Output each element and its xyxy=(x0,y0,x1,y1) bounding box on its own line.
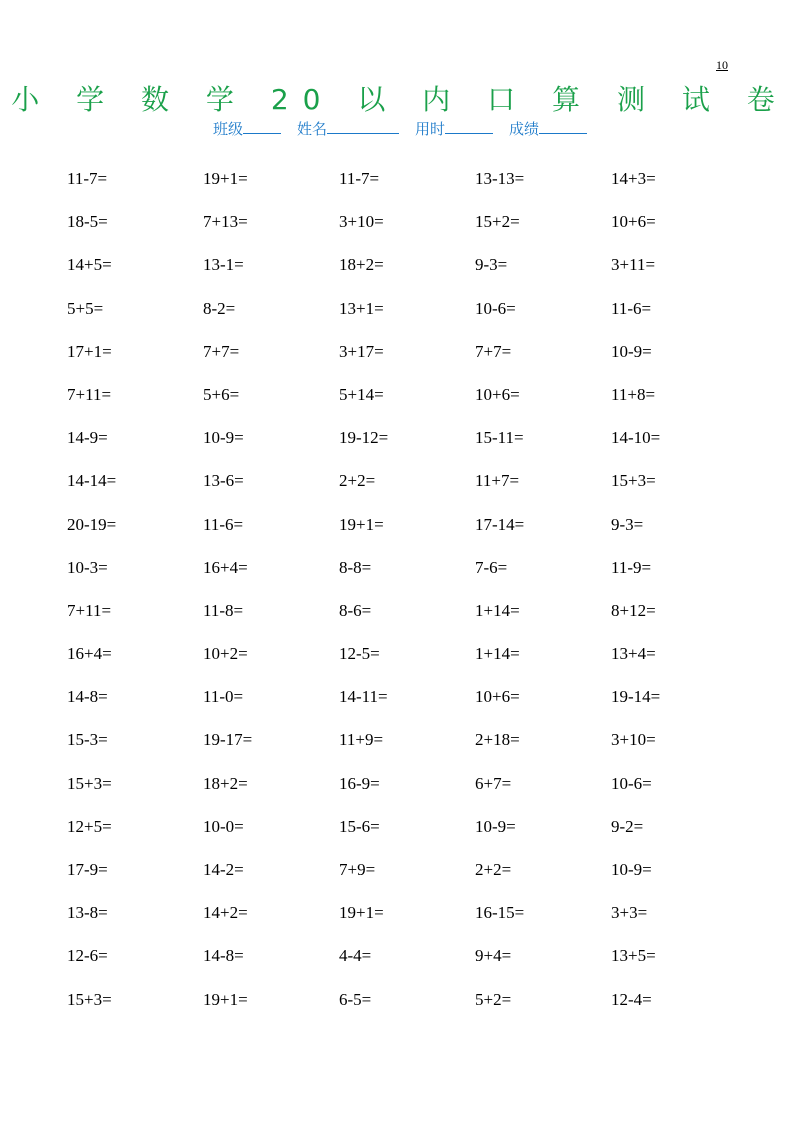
info-field-blank[interactable] xyxy=(539,119,587,134)
problem-item: 11-7= xyxy=(67,169,108,188)
problem-item: 10-6= xyxy=(475,298,516,318)
problem-item: 11-6= xyxy=(203,514,244,534)
problem-item: 19+1= xyxy=(203,989,248,1009)
problem-item: 4-4= xyxy=(339,946,372,966)
problem-item: 17-9= xyxy=(67,860,108,879)
problem-item: 14-10= xyxy=(611,428,661,448)
problem-item: 7+9= xyxy=(339,860,376,879)
problem-item: 15-11= xyxy=(475,428,524,448)
problem-item: 9-2= xyxy=(611,816,644,836)
problem-item: 3+11= xyxy=(611,255,656,275)
problem-item: 16+4= xyxy=(203,557,248,577)
problem-item: 13+4= xyxy=(611,644,656,664)
problem-item: 7+7= xyxy=(203,341,240,361)
problem-item: 10-6= xyxy=(611,773,652,793)
problem-item: 11+8= xyxy=(611,384,656,404)
problem-item: 8+12= xyxy=(611,600,656,620)
info-field-label: 用时 xyxy=(415,120,446,138)
problem-item: 19+1= xyxy=(203,169,248,188)
problem-item: 18-5= xyxy=(67,212,108,232)
info-field-label: 班级 xyxy=(212,120,243,138)
problem-item: 14+2= xyxy=(203,903,248,923)
problem-item: 10+2= xyxy=(203,644,248,664)
problem-item: 2+2= xyxy=(339,471,376,491)
problem-item: 7-6= xyxy=(475,557,508,577)
problem-item: 10+6= xyxy=(475,687,520,707)
problem-item: 14-11= xyxy=(339,687,388,707)
problem-item: 16+4= xyxy=(67,644,112,664)
problem-item: 19-17= xyxy=(203,730,253,750)
problem-item: 11+7= xyxy=(475,471,520,491)
problem-item: 1+14= xyxy=(475,600,520,620)
problem-item: 11-6= xyxy=(611,298,652,318)
class-field xyxy=(213,120,281,138)
problem-item: 7+11= xyxy=(67,600,112,620)
problem-item: 5+2= xyxy=(475,989,512,1009)
info-field-blank[interactable] xyxy=(445,119,493,134)
problem-item: 8-8= xyxy=(339,557,372,577)
problem-item: 10-3= xyxy=(67,557,108,577)
problem-item: 13-1= xyxy=(203,255,244,275)
problem-item: 14-14= xyxy=(67,471,117,491)
problem-item: 16-15= xyxy=(475,903,525,923)
problem-item: 9-3= xyxy=(475,255,508,275)
problem-item: 13-13= xyxy=(475,169,525,188)
name-field xyxy=(297,120,399,138)
problem-item: 16-9= xyxy=(339,773,380,793)
problem-item: 14-8= xyxy=(203,946,244,966)
problem-item: 15+3= xyxy=(67,989,112,1009)
problem-item: 2+18= xyxy=(475,730,520,750)
problem-item: 11-0= xyxy=(203,687,244,707)
problem-item: 5+14= xyxy=(339,384,384,404)
problem-item: 12-6= xyxy=(67,946,108,966)
problem-item: 19-12= xyxy=(339,428,389,448)
problem-item: 6-5= xyxy=(339,989,372,1009)
info-field-label: 姓名 xyxy=(296,120,327,138)
problem-item: 14-8= xyxy=(67,687,108,707)
info-field-blank[interactable] xyxy=(243,119,281,134)
problem-item: 2+2= xyxy=(475,860,512,879)
problem-item: 7+11= xyxy=(67,384,112,404)
problem-item: 13+5= xyxy=(611,946,656,966)
problem-item: 13+1= xyxy=(339,298,384,318)
problem-item: 12-5= xyxy=(339,644,380,664)
problem-item: 5+6= xyxy=(203,384,240,404)
problem-item: 18+2= xyxy=(203,773,248,793)
score-field xyxy=(509,120,587,138)
problem-item: 19+1= xyxy=(339,514,384,534)
problem-item: 19+1= xyxy=(339,903,384,923)
problem-item: 10-9= xyxy=(611,860,652,879)
problem-item: 15-6= xyxy=(339,816,380,836)
problem-item: 15-3= xyxy=(67,730,108,750)
problem-item: 11-8= xyxy=(203,600,244,620)
problem-item: 15+2= xyxy=(475,212,520,232)
problem-item: 11-7= xyxy=(339,169,380,188)
problem-item: 18+2= xyxy=(339,255,384,275)
problem-item: 14-2= xyxy=(203,860,244,879)
problem-item: 6+7= xyxy=(475,773,512,793)
problem-item: 9-3= xyxy=(611,514,644,534)
problem-item: 11-9= xyxy=(611,557,652,577)
problem-item: 7+7= xyxy=(475,341,512,361)
problem-item: 17-14= xyxy=(475,514,525,534)
info-field-blank[interactable] xyxy=(327,119,399,134)
problem-item: 13-8= xyxy=(67,903,108,923)
problem-item: 10+6= xyxy=(475,384,520,404)
problem-item: 8-2= xyxy=(203,298,236,318)
problem-item: 3+10= xyxy=(339,212,384,232)
problem-item: 19-14= xyxy=(611,687,661,707)
problem-item: 5+5= xyxy=(67,298,104,318)
problem-item: 10-9= xyxy=(475,816,516,836)
problem-item: 17+1= xyxy=(67,341,112,361)
problem-item: 12-4= xyxy=(611,989,652,1009)
problem-item: 20-19= xyxy=(67,514,117,534)
problem-item: 8-6= xyxy=(339,600,372,620)
problem-item: 15+3= xyxy=(611,471,656,491)
time-field xyxy=(415,120,493,138)
problem-item: 14+3= xyxy=(611,169,656,188)
problem-item: 3+17= xyxy=(339,341,384,361)
page-number: 10 xyxy=(716,58,728,72)
problem-item: 14+5= xyxy=(67,255,112,275)
problem-item: 15+3= xyxy=(67,773,112,793)
problem-item: 10-9= xyxy=(611,341,652,361)
problem-item: 11+9= xyxy=(339,730,384,750)
problem-item: 3+10= xyxy=(611,730,656,750)
problem-item: 14-9= xyxy=(67,428,108,448)
problem-item: 10+6= xyxy=(611,212,656,232)
problem-item: 10-0= xyxy=(203,816,244,836)
student-info-line xyxy=(0,118,800,139)
problem-grid xyxy=(67,168,747,1032)
problem-item: 13-6= xyxy=(203,471,244,491)
worksheet-title: 小 学 数 学 20 以 内 口 算 测 试 卷 xyxy=(11,83,789,116)
problem-item: 3+3= xyxy=(611,903,648,923)
problem-item: 10-9= xyxy=(203,428,244,448)
info-field-label: 成绩 xyxy=(509,120,540,138)
problem-item: 1+14= xyxy=(475,644,520,664)
problem-item: 12+5= xyxy=(67,816,112,836)
problem-item: 7+13= xyxy=(203,212,248,232)
problem-item: 9+4= xyxy=(475,946,512,966)
